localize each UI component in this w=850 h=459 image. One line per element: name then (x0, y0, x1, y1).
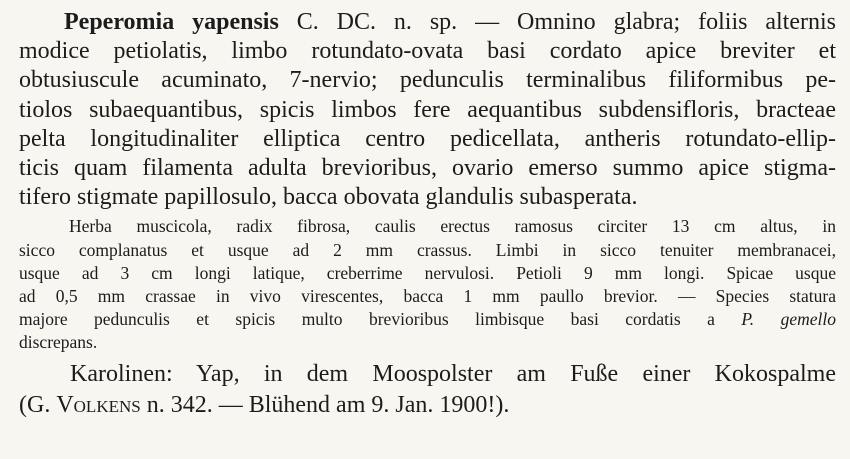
diagnosis-line: modice petiolatis, limbo rotundato-ovata basi cordato apice breviter et (19, 38, 836, 65)
diagnosis-line: tiolos subaequantibus, spicis limbos fere aequantibus subdensifloris, bracteae (19, 96, 836, 123)
diagnosis-line: tifero stigmate papillosulo, bacca obovata glandulis subasperata. (19, 184, 638, 211)
diagnosis-line: ticis quam filamenta adulta brevioribus, ovario emerso summo apice stigma- (19, 155, 836, 182)
diagnosis-line (19, 8, 836, 37)
species-author: C. DC. n. sp. — Omnino glabra; foliis alternis (278, 9, 837, 35)
species-name: Peperomia yapensis (64, 9, 279, 35)
locality-text: n. 342. — Blühend am 9. Jan. 1900!). (140, 391, 510, 418)
description-line: usque ad 3 cm longi latique, creberrime nervulosi. Petioli 9 mm longi. Spicae usque (19, 262, 836, 283)
description-line: sicco complanatus et usque ad 2 mm crassus. Limbi in sicco tenuiter membranacei, (19, 239, 836, 260)
locality-text: (G. (19, 391, 57, 418)
diagnosis-line: obtusiuscule acuminato, 7-nervio; pedunculis terminalibus filiformibus pe- (19, 67, 836, 94)
description-line: ad 0,5 mm crassae in vivo virescentes, bacca 1 mm paullo brevior. — Species statura (19, 286, 836, 307)
description-text: majore pedunculis et spicis multo brevioribus limbisque basi cordatis a (19, 309, 742, 330)
diagnosis-line: pelta longitudinaliter elliptica centro pedicellata, antheris rotundato-ellip- (19, 125, 836, 152)
locality-line: Karolinen: Yap, in dem Moospolster am Fuße einer Kokospalme (70, 360, 836, 387)
species-diagnosis (19, 8, 836, 212)
description-line: Herba muscicola, radix fibrosa, caulis erectus ramosus circiter 13 cm altus, in (69, 216, 836, 237)
description-line: discrepans. (19, 332, 98, 353)
species-description (19, 215, 836, 354)
compared-species: P. gemello (741, 309, 836, 330)
locality-line (19, 390, 836, 421)
locality-record (19, 359, 836, 421)
collector-name: Volkens (56, 391, 141, 418)
description-line (19, 308, 836, 331)
